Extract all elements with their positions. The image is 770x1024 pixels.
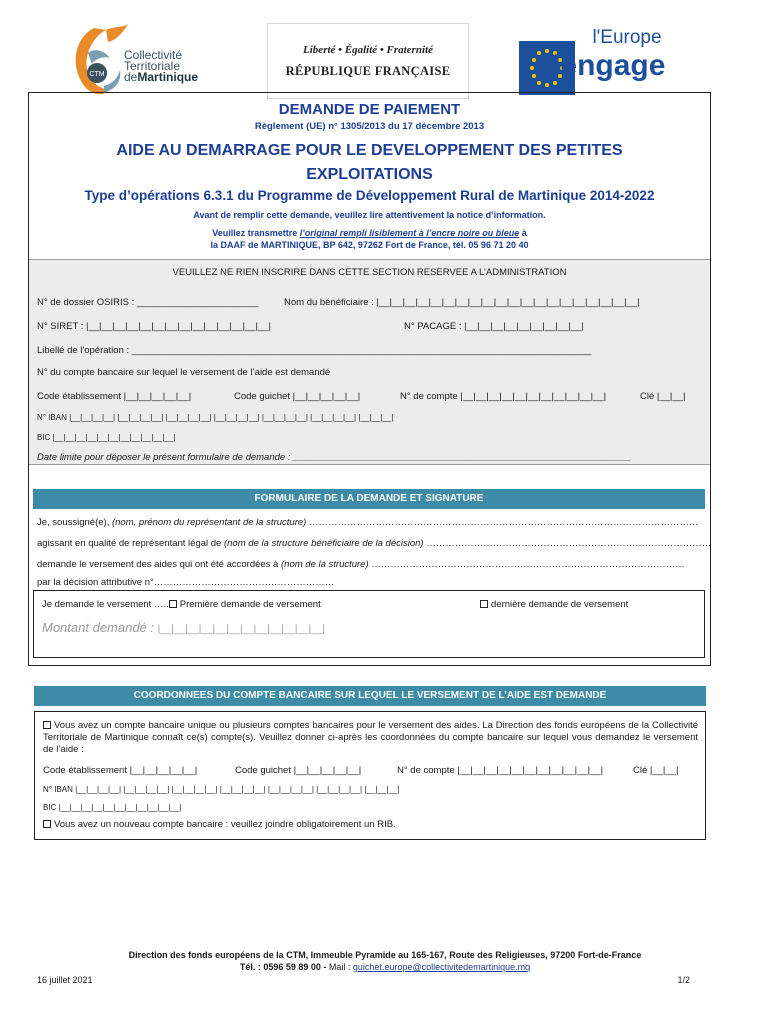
bank-bic-field: BIC |__|__|__|__|__|__|__|__|__|__|__| (43, 803, 182, 812)
footer-mail-link[interactable]: guichet.europe@collectivitedemartinique.mq (352, 962, 531, 972)
bank-code-guichet-field: Code guichet |__|__|__|__|__| (235, 765, 362, 776)
code-guichet-field: Code guichet |__|__|__|__|__| (234, 391, 361, 402)
declaration-line-name: Je, soussigné(e), (nom, prénom du représentant de la structure) …………………………………………………………………………………………………………… (37, 517, 699, 528)
republique-francaise-logo (267, 23, 469, 99)
footer-address: Direction des fonds européens de la CTM, Immeuble Pyramide au 165-167, Route des Religieuses, 97200 Fort-de-France (128, 950, 642, 960)
libelle-field: Libellé de l'opération : _______________________________________________________________________________________ (37, 345, 592, 356)
svg-text:s'engage: s'engage (536, 49, 665, 82)
bic-field: BIC |__|__|__|__|__|__|__|__|__|__|__| (37, 433, 176, 442)
aide-title: AIDE AU DEMARRAGE POUR LE DEVELOPPEMENT DES PETITES EXPLOITATIONS (116, 142, 623, 183)
bank-code-etablissement-field: Code établissement |__|__|__|__|__| (43, 765, 198, 776)
numero-compte-field: N° de compte |__|__|__|__|__|__|__|__|__|__|__| (400, 391, 607, 402)
footer-date: 16 juillet 2021 (37, 975, 93, 985)
cle-field: Clé |__|__| (640, 391, 686, 402)
svg-text:CTM: CTM (89, 71, 105, 78)
type-operation: Type d’opérations 6.3.1 du Programme de Développement Rural de Martinique 2014-2022 (84, 188, 655, 203)
nouveau-compte-option: Vous avez un nouveau compte bancaire : veuillez joindre obligatoirement un RIB. (43, 819, 396, 830)
compte-intro: N° du compte bancaire sur lequel le versement de l’aide est demandé (37, 367, 331, 378)
svg-text:l'Europe: l'Europe (592, 27, 662, 48)
footer-contact: Tél. : 0596 59 89 00 - Mail : guichet.europe@collectivitedemartinique.mq (239, 962, 531, 972)
derniere-demande-checkbox[interactable] (480, 600, 488, 608)
premiere-demande-checkbox[interactable] (169, 600, 177, 608)
transmission-instructions: Veuillez transmettre l’original rempli lisiblement à l’encre noire ou bleue à la DAAF de MARTINIQUE, BP 642, 97262 Fort de France, tél. 05 96 71 20 40 (210, 228, 529, 250)
code-etablissement-field: Code établissement |__|__|__|__|__| (37, 391, 192, 402)
versement-choice: Je demande le versement ….. Première demande de versement (42, 599, 321, 610)
title-area (29, 93, 710, 259)
compte-unique-option: Vous avez un compte bancaire unique ou plusieurs comptes bancaires pour le versement des aides. La Direction des fonds européens de la Collectivité Territoriale de Martinique connaît ce(s) compte(s). Veuillez donner ci-après les coordonnées du compte bancaire sur lequel vous demandez le versement de l’aide : (43, 720, 698, 755)
nouveau-compte-checkbox[interactable] (43, 820, 51, 828)
iban-field: N° IBAN |__|__|__|__| |__|__|__|__| |__|__|__|__| |__|__|__|__| |__|__|__|__| |__|__|__|__| |__|__|__| (37, 413, 394, 422)
declaration-line-structure: agissant en qualité de représentant légal de (nom de la structure bénéficiaire de la décision) ……………………………………………………………………………… (37, 538, 712, 549)
rf-name: RÉPUBLIQUE FRANÇAISE (285, 64, 451, 78)
montant-demande-field[interactable]: Montant demandé : |__|__|__|__|__|__|__|__|__|__|__|__| (42, 620, 325, 635)
rf-devise: Liberté • Égalité • Fraternité (303, 44, 433, 56)
pacage-field: N° PACAGE : |__|__|__|__|__|__|__|__|__| (404, 321, 584, 332)
demande-form (28, 92, 711, 666)
europe-sengage-logo (519, 23, 665, 99)
osiris-field: N° de dossier OSIRIS : _______________________ (37, 297, 259, 308)
beneficiaire-field: Nom du bénéficiaire : |__|__|__|__|__|__|__|__|__|__|__|__|__|__|__|__|__|__|__|__| (284, 297, 640, 308)
derniere-demande-option: dernière demande de versement (480, 599, 628, 610)
admin-header: VEUILLEZ NE RIEN INSCRIRE DANS CETTE SECTION RESERVEE A L’ADMINISTRATION (172, 267, 567, 278)
admin-reserved-section (29, 259, 710, 465)
siret-field: N° SIRET : |__|__|__|__|__|__|__|__|__|__|__|__|__|__| (37, 321, 271, 332)
form-signature-header: FORMULAIRE DE LA DEMANDE ET SIGNATURE (33, 489, 705, 509)
bank-section-header: COORDONNEES DU COMPTE BANCAIRE SUR LEQUEL LE VERSEMENT DE L’AIDE EST DEMANDE (34, 686, 706, 706)
page-number: 1/2 (677, 975, 690, 985)
deadline-field: Date limite pour déposer le présent formulaire de demande : ________________________________________________________________ (37, 452, 632, 463)
declaration-line-decision: par la décision attributive n°………………………………………………… (37, 577, 335, 588)
bank-numero-compte-field: N° de compte |__|__|__|__|__|__|__|__|__|__|__| (397, 765, 604, 776)
notice-warning: Avant de remplir cette demande, veuillez lire attentivement la notice d’information. (193, 210, 546, 220)
form-title: DEMANDE DE PAIEMENT (278, 101, 461, 118)
reglement-reference: Règlement (UE) n° 1305/2013 du 17 décembre 2013 (254, 121, 485, 132)
europe-flag-icon (519, 23, 665, 99)
compte-unique-checkbox[interactable] (43, 721, 51, 729)
ctm-logo-text: Collectivité Territoriale deMartinique (124, 48, 199, 84)
bank-cle-field: Clé |__|__| (633, 765, 679, 776)
bank-section (34, 711, 706, 840)
ctm-logo (64, 18, 214, 100)
versement-box (33, 590, 705, 658)
bank-iban-field: N° IBAN |__|__|__|__| |__|__|__|__| |__|__|__|__| |__|__|__|__| |__|__|__|__| |__|__|__|__| |__|__|__| (43, 785, 400, 794)
declaration-line-versement: demande le versement des aides qui ont été accordées à (nom de la structure) ……………………………………………………………………………………… (37, 559, 685, 570)
